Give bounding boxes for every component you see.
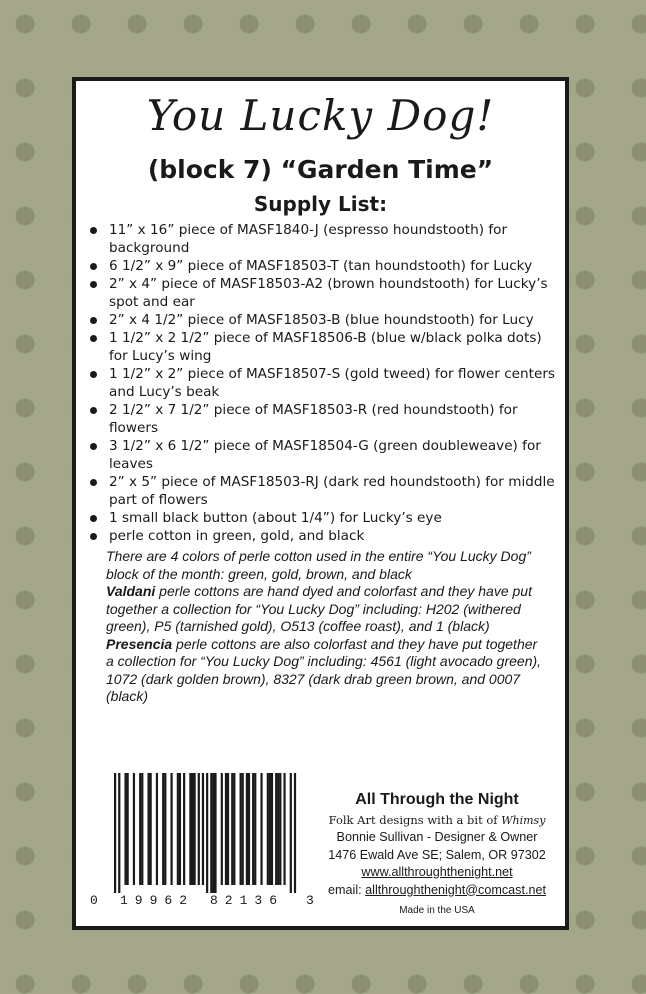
barcode-left-digits: 19962 [120, 893, 195, 908]
supply-item-text: 3 1/2” x 6 1/2” piece of MASF18504-G (green doubleweave) for leaves [109, 438, 541, 472]
designer-line: Bonnie Sullivan - Designer & Owner [336, 830, 538, 844]
supply-item [86, 329, 556, 365]
barcode-bar [267, 773, 269, 885]
company-info [322, 791, 552, 920]
supply-item [86, 275, 556, 311]
barcode-bar [225, 773, 227, 885]
barcode-right-digits: 82136 [210, 893, 285, 908]
bullet-icon [90, 227, 97, 234]
notes-intro: There are 4 colors of perle cotton used in the entire “You Lucky Dog” block of the month: green, gold, brown, and black [106, 548, 531, 582]
bullet-icon [90, 335, 97, 342]
barcode-bar [127, 773, 129, 885]
barcode-bar [279, 773, 281, 885]
barcode-bar [210, 773, 212, 893]
supply-item-text: 1 small black button (about 1/4”) for Lucky’s eye [109, 510, 442, 526]
barcode-bar [177, 773, 179, 885]
barcode-bar [170, 773, 172, 885]
presencia-brand: Presencia [106, 635, 173, 652]
supply-item-text: 6 1/2” x 9” piece of MASF18503-T (tan houndstooth) for Lucky [109, 258, 533, 274]
bullet-icon [90, 443, 97, 450]
barcode-bar [283, 773, 285, 885]
tagline-whimsy: Whimsy [501, 814, 546, 827]
barcode-bar [133, 773, 135, 885]
supply-item-text: 11” x 16” piece of MASF1840-J (espresso houndstooth) for background [109, 222, 508, 256]
made-in-usa: Made in the USA [399, 905, 475, 916]
bullet-icon [90, 371, 97, 378]
supply-item [86, 509, 556, 527]
barcode-bar [277, 773, 279, 885]
barcode-bar [198, 773, 200, 885]
barcode-bar [191, 773, 193, 885]
barcode-bar [156, 773, 158, 885]
barcode-check-digit: 3 [306, 893, 314, 908]
notes-presencia [106, 636, 546, 706]
barcode-bar [254, 773, 256, 885]
barcode-bar [193, 773, 195, 885]
barcode-bar [240, 773, 242, 885]
barcode-bar [271, 773, 273, 885]
barcode-bar [164, 773, 166, 885]
supply-item-text: 2” x 4” piece of MASF18503-A2 (brown houndstooth) for Lucky’s spot and ear [109, 276, 548, 310]
valdani-text: perle cottons are hand dyed and colorfast and they have put together a collection for “You Lucky Dog” including: H202 (withered green), P5 (tarnished gold), O513 (coffee roast), and 1 (black) [106, 583, 532, 634]
barcode-bar [202, 773, 204, 885]
barcode-bars [90, 773, 320, 893]
email-line [322, 882, 552, 900]
bullet-icon [90, 533, 97, 540]
valdani-brand: Valdani [106, 583, 156, 599]
barcode-bar [212, 773, 214, 893]
bullet-icon [90, 317, 97, 324]
barcode-bar [227, 773, 229, 885]
barcode-bar [179, 773, 181, 885]
barcode-bar [147, 773, 149, 885]
supply-item-text: 1 1/2” x 2 1/2” piece of MASF18506-B (blue w/black polka dots) for Lucy’s wing [109, 330, 542, 364]
bullet-icon [90, 479, 97, 486]
supply-item [86, 311, 556, 329]
barcode-bar [162, 773, 164, 885]
tagline-text: Folk Art designs with a bit of [328, 813, 502, 827]
company-tagline [322, 812, 552, 829]
presencia-text: perle cottons are also colorfast and they have put together a collection for “You Lucky Dog” including: 4561 (light avocado green), 1072 (dark golden brown), 8327 (dark drab green brown, and 0007 (black) [106, 635, 542, 704]
barcode-bar [183, 773, 185, 885]
bullet-icon [90, 281, 97, 288]
barcode-bar [150, 773, 152, 885]
block-subtitle: (block 7) “Garden Time” [147, 155, 494, 184]
pattern-title: You Lucky Dog! [146, 91, 495, 140]
email-link[interactable]: allthroughthenight@comcast.net [365, 882, 546, 897]
barcode-bar [233, 773, 235, 885]
barcode-bar [118, 773, 120, 893]
barcode-bar [248, 773, 250, 885]
supply-item-text: 2” x 5” piece of MASF18503-RJ (dark red houndstooth) for middle part of flowers [109, 474, 555, 508]
barcode-bar [139, 773, 141, 885]
barcode-lead-digit: 0 [90, 893, 98, 908]
barcode-bar [141, 773, 143, 885]
supply-item-text: perle cotton in green, gold, and black [109, 528, 365, 544]
email-label: email: [328, 882, 366, 897]
supply-item-text: 2 1/2” x 7 1/2” piece of MASF18503-R (red houndstooth) for flowers [109, 402, 518, 436]
barcode-bar [242, 773, 244, 885]
supply-item-text: 2” x 4 1/2” piece of MASF18503-B (blue houndstooth) for Lucy [109, 312, 534, 328]
supply-item [86, 473, 556, 509]
barcode-bar [294, 773, 296, 893]
bullet-icon [90, 515, 97, 522]
supply-item [86, 365, 556, 401]
barcode-bar [231, 773, 233, 885]
supply-list-heading: Supply List: [253, 192, 388, 216]
perle-cotton-notes [106, 548, 546, 706]
notes-valdani [106, 583, 546, 636]
company-name: All Through the Night [355, 791, 519, 808]
barcode-bar [206, 773, 208, 893]
barcode-bar [246, 773, 248, 885]
barcode-bar [124, 773, 126, 885]
address-line: 1476 Ewald Ave SE; Salem, OR 97302 [328, 847, 546, 862]
barcode-bar [275, 773, 277, 885]
barcode-bar [260, 773, 262, 885]
barcode-bar [221, 773, 223, 885]
supply-item [86, 401, 556, 437]
bullet-icon [90, 263, 97, 270]
supply-item [86, 437, 556, 473]
upc-barcode [90, 773, 320, 915]
pattern-card [72, 77, 569, 930]
supply-item [86, 221, 556, 257]
supply-item [86, 527, 556, 545]
barcode-bar [290, 773, 292, 893]
barcode-bar [189, 773, 191, 885]
supply-item [86, 257, 556, 275]
supply-list [86, 221, 556, 545]
supply-item-text: 1 1/2” x 2” piece of MASF18507-S (gold tweed) for flower centers and Lucy’s beak [109, 366, 556, 400]
bullet-icon [90, 407, 97, 414]
website-link[interactable]: www.allthroughthenight.net [361, 865, 513, 879]
barcode-bar [214, 773, 216, 893]
barcode-bar [114, 773, 116, 893]
barcode-bar [269, 773, 271, 885]
barcode-bar [252, 773, 254, 885]
